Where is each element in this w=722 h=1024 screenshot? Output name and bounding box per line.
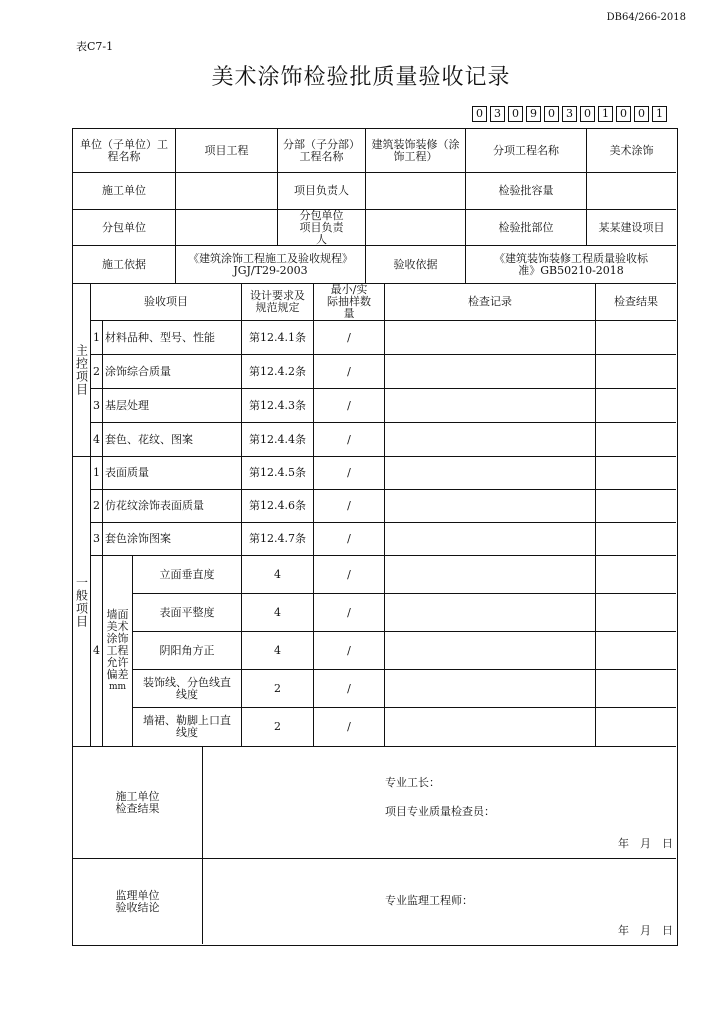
check-result[interactable] (596, 490, 676, 523)
tolerance-value: 2 (242, 708, 314, 747)
sample-quantity[interactable]: / (314, 708, 385, 747)
unit-name-value[interactable]: 项目工程 (176, 129, 278, 173)
check-record[interactable] (385, 490, 596, 523)
check-result[interactable] (596, 556, 676, 594)
tolerance-item: 立面垂直度 (133, 556, 242, 594)
tolerance-unit: mm (108, 682, 127, 692)
code-digit[interactable]: 0 (472, 106, 487, 122)
check-result[interactable] (596, 423, 676, 457)
code-digit[interactable]: 0 (616, 106, 631, 122)
inspection-item: 套色、花纹、图案 (103, 423, 242, 457)
check-result[interactable] (596, 355, 676, 389)
inspection-item: 仿花纹涂饰表面质量 (103, 490, 242, 523)
record-code-boxes (472, 106, 667, 122)
clause-reference: 第12.4.3条 (242, 389, 314, 423)
project-manager-label: 项目负责人 (278, 173, 366, 210)
check-record[interactable] (385, 708, 596, 747)
project-manager-value[interactable] (366, 173, 466, 210)
check-result[interactable] (596, 708, 676, 747)
check-record[interactable] (385, 556, 596, 594)
sample-quantity[interactable]: / (314, 556, 385, 594)
code-digit[interactable]: 0 (508, 106, 523, 122)
inspection-record-table (72, 128, 678, 946)
acceptance-basis-value[interactable]: 《建筑装饰装修工程质量验收标准》GB50210-2018 (466, 246, 676, 284)
inspection-item: 涂饰综合质量 (103, 355, 242, 389)
inspection-item: 材料品种、型号、性能 (103, 321, 242, 355)
code-digit[interactable]: 0 (544, 106, 559, 122)
batch-capacity-value[interactable] (587, 173, 676, 210)
tolerance-value: 4 (242, 556, 314, 594)
record-column-header: 检查记录 (385, 284, 596, 321)
construction-basis-label: 施工依据 (73, 246, 176, 284)
form-number: 表C7-1 (76, 40, 114, 53)
check-record[interactable] (385, 355, 596, 389)
check-record[interactable] (385, 457, 596, 490)
subcontractor-manager-value[interactable] (366, 210, 466, 246)
quality-inspector-label: 项目专业质量检查员： (385, 805, 495, 818)
code-digit[interactable]: 9 (526, 106, 541, 122)
division-name-label: 分部（子分部）工程名称 (278, 129, 366, 173)
sample-quantity[interactable]: / (314, 457, 385, 490)
supervisor-conclusion-area[interactable] (203, 859, 676, 944)
tolerance-value: 4 (242, 594, 314, 632)
check-result[interactable] (596, 632, 676, 670)
check-record[interactable] (385, 632, 596, 670)
check-record[interactable] (385, 594, 596, 632)
tolerance-value: 2 (242, 670, 314, 708)
row-number: 2 (91, 490, 103, 523)
page-title: 美术涂饰检验批质量验收记录 (211, 65, 511, 90)
subcontractor-value[interactable] (176, 210, 278, 246)
constructor-value[interactable] (176, 173, 278, 210)
sample-quantity[interactable]: / (314, 423, 385, 457)
check-result[interactable] (596, 321, 676, 355)
check-record[interactable] (385, 523, 596, 556)
division-name-value[interactable]: 建筑装饰装修（涂饰工程） (366, 129, 466, 173)
clause-reference: 第12.4.6条 (242, 490, 314, 523)
check-record[interactable] (385, 423, 596, 457)
document-code: DB64/266-2018 (606, 12, 686, 23)
tolerance-group-label (103, 556, 133, 747)
inspection-item: 基层处理 (103, 389, 242, 423)
code-digit[interactable]: 0 (580, 106, 595, 122)
acceptance-basis-label: 验收依据 (366, 246, 466, 284)
code-digit[interactable]: 0 (634, 106, 649, 122)
code-digit[interactable]: 3 (490, 106, 505, 122)
check-record[interactable] (385, 321, 596, 355)
sample-quantity[interactable]: / (314, 355, 385, 389)
batch-capacity-label: 检验批容量 (466, 173, 587, 210)
sample-quantity[interactable]: / (314, 321, 385, 355)
inspection-item: 套色涂饰图案 (103, 523, 242, 556)
constructor-label: 施工单位 (73, 173, 176, 210)
item-column-header: 验收项目 (91, 284, 242, 321)
check-result[interactable] (596, 594, 676, 632)
supervising-engineer-label: 专业监理工程师： (385, 894, 473, 907)
check-result[interactable] (596, 670, 676, 708)
sample-quantity[interactable]: / (314, 632, 385, 670)
main-control-label: 主控项目 (73, 284, 91, 457)
batch-location-label: 检验批部位 (466, 210, 587, 246)
check-date: 年 月 日 (618, 837, 673, 850)
row-number: 1 (91, 457, 103, 490)
tolerance-item: 墙裙、勒脚上口直线度 (133, 708, 242, 747)
sample-quantity[interactable]: / (314, 389, 385, 423)
tolerance-value: 4 (242, 632, 314, 670)
clause-reference: 第12.4.2条 (242, 355, 314, 389)
batch-location-value[interactable]: 某某建设项目 (587, 210, 676, 246)
row-number: 4 (91, 423, 103, 457)
constructor-check-area[interactable] (203, 747, 676, 859)
sample-quantity[interactable]: / (314, 594, 385, 632)
tolerance-item: 表面平整度 (133, 594, 242, 632)
sub-item-name-label: 分项工程名称 (466, 129, 587, 173)
clause-reference: 第12.4.5条 (242, 457, 314, 490)
sample-quantity[interactable]: / (314, 523, 385, 556)
check-result[interactable] (596, 389, 676, 423)
tolerance-item: 阴阳角方正 (133, 632, 242, 670)
result-column-header: 检查结果 (596, 284, 676, 321)
subcontractor-label: 分包单位 (73, 210, 176, 246)
code-digit[interactable]: 1 (598, 106, 613, 122)
row-number: 3 (91, 523, 103, 556)
tolerance-group-title: 墙面美术涂饰工程允许偏差 (106, 608, 129, 681)
check-result[interactable] (596, 523, 676, 556)
subcontractor-manager-label: 分包单位项目负责人 (278, 210, 366, 246)
code-digit[interactable]: 1 (652, 106, 667, 122)
construction-basis-value[interactable]: 《建筑涂饰工程施工及验收规程》JGJ/T29-2003 (176, 246, 366, 284)
check-record[interactable] (385, 670, 596, 708)
constructor-check-label: 施工单位检查结果 (73, 747, 203, 859)
inspection-item: 表面质量 (103, 457, 242, 490)
row-number: 3 (91, 389, 103, 423)
row-number: 2 (91, 355, 103, 389)
row-number: 1 (91, 321, 103, 355)
sample-quantity[interactable]: / (314, 490, 385, 523)
clause-reference: 第12.4.1条 (242, 321, 314, 355)
sample-column-header: 最小/实际抽样数量 (314, 284, 385, 321)
foreman-signature-label: 专业工长： (385, 776, 440, 789)
design-column-header: 设计要求及规范规定 (242, 284, 314, 321)
check-record[interactable] (385, 389, 596, 423)
sample-quantity[interactable]: / (314, 670, 385, 708)
clause-reference: 第12.4.4条 (242, 423, 314, 457)
check-result[interactable] (596, 457, 676, 490)
conclusion-date: 年 月 日 (618, 924, 673, 937)
sub-item-name-value[interactable]: 美术涂饰 (587, 129, 676, 173)
code-digit[interactable]: 3 (562, 106, 577, 122)
tolerance-item: 装饰线、分色线直线度 (133, 670, 242, 708)
row-number: 4 (91, 556, 103, 747)
general-items-label: 一般项目 (73, 457, 91, 747)
unit-name-label: 单位（子单位）工程名称 (73, 129, 176, 173)
clause-reference: 第12.4.7条 (242, 523, 314, 556)
supervisor-conclusion-label: 监理单位验收结论 (73, 859, 203, 944)
